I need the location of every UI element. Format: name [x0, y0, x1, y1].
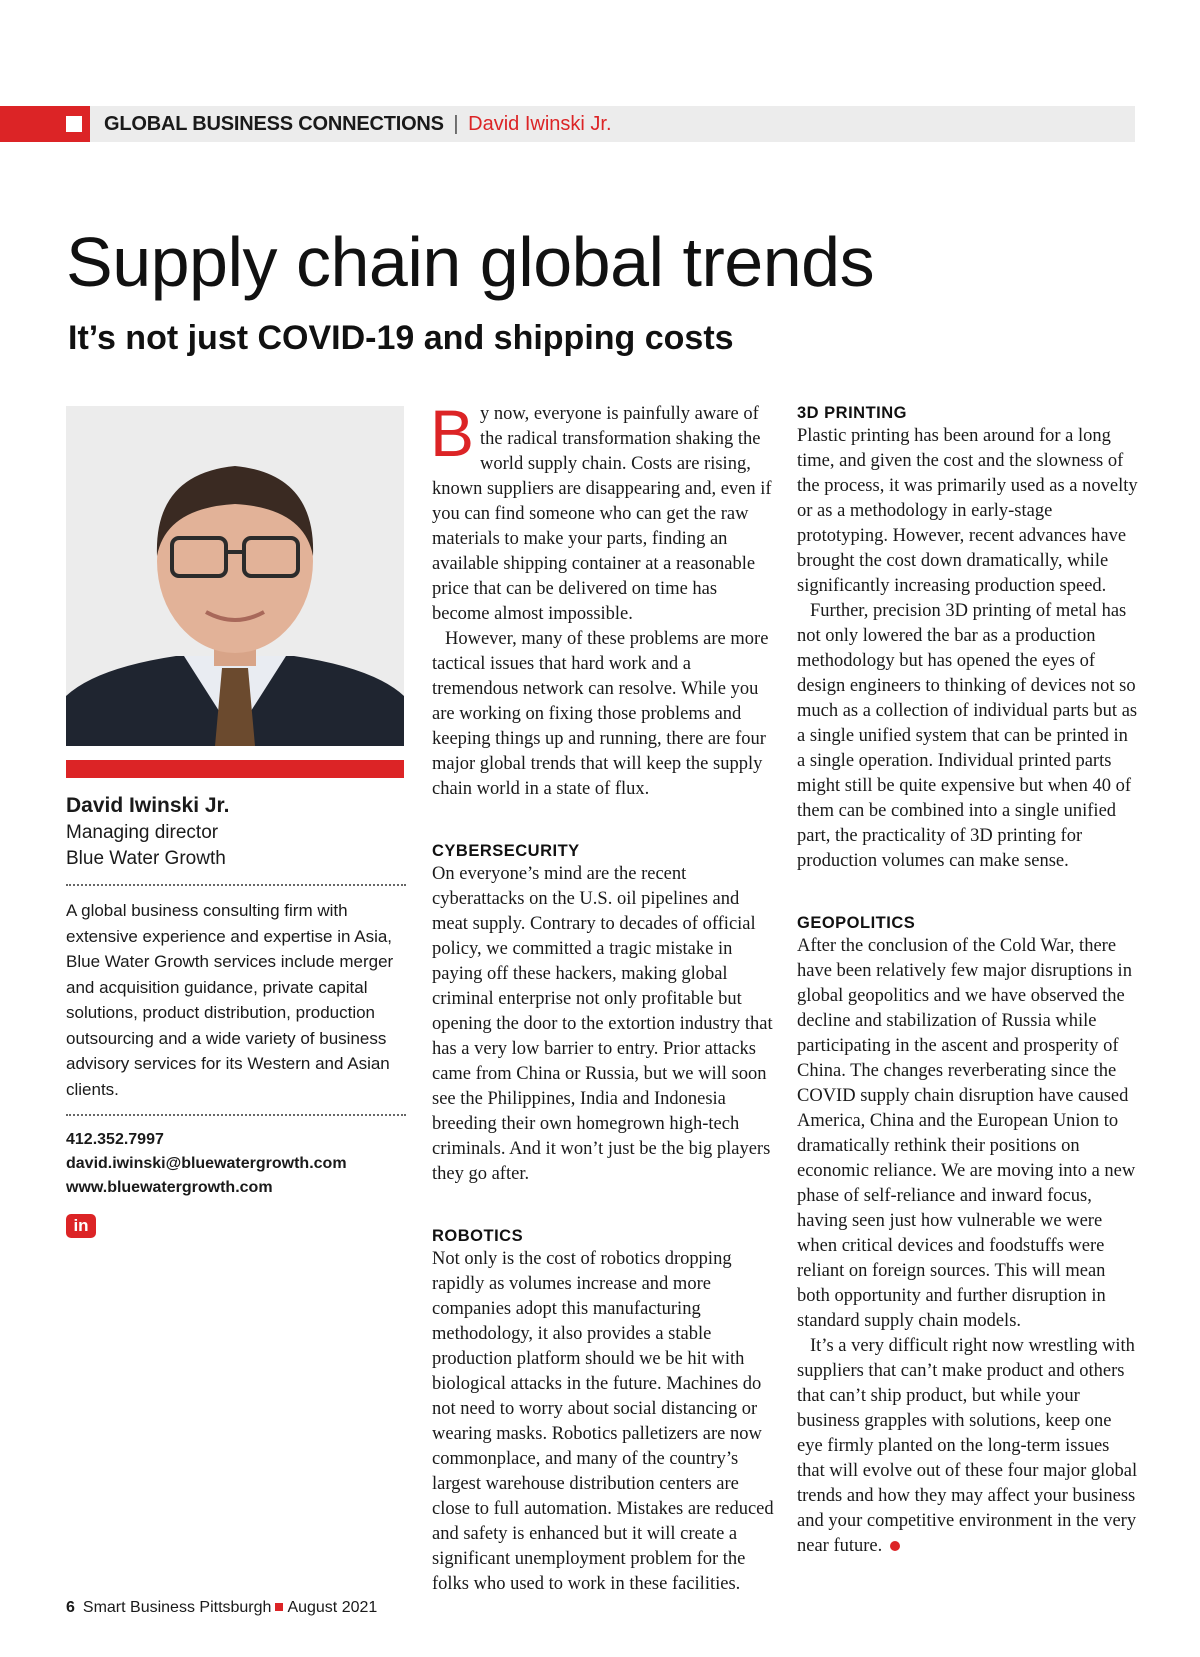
issue-date: August 2021 [287, 1599, 378, 1616]
photo-accent-bar [66, 760, 404, 778]
intro-paragraph-2: However, many of these problems are more tactical issues that hard work and a tremendous network can resolve. While you are working on fixing those problems and keeping things up and running, there are four major global trends that will keep the supply chain world in a state of flux. [432, 629, 769, 799]
linkedin-icon[interactable]: in [66, 1214, 96, 1238]
author-bio [66, 792, 406, 1238]
author-company: Blue Water Growth [66, 848, 226, 869]
author-phone: 412.352.7997 [66, 1131, 164, 1148]
article-title: Supply chain global trends [66, 223, 875, 301]
author-portrait-image [66, 406, 404, 746]
section-heading-geopolitics: GEOPOLITICS [797, 914, 916, 932]
author-name: David Iwinski Jr. [66, 794, 230, 817]
header-separator: | [453, 113, 459, 135]
article-subtitle: It’s not just COVID-19 and shipping costs [68, 319, 734, 357]
drop-cap: B [430, 396, 475, 470]
end-of-article-icon [890, 1541, 900, 1551]
section-heading-3d-printing: 3D PRINTING [797, 404, 908, 422]
column-header-text [104, 112, 612, 136]
header-accent-block [0, 106, 90, 142]
column-header-bar [0, 106, 1135, 142]
author-photo [66, 406, 404, 746]
geopolitics-paragraph-1: After the conclusion of the Cold War, there have been relatively few major disruptions in global geopolitics and we have observed the decline and stabilization of Russia while participating in the ascent and prosperity of China. The changes reverberating since the COVID supply chain disruption have caused America, China and the European Union to dramatically rethink their positions on economic reliance. We are moving into a new phase of self-reliance and inward focus, having seen just how vulnerable we were when critical devices and foodstuffs were reliant on foreign sources. This will mean both opportunity and further disruption in standard supply chain models. [797, 936, 1136, 1331]
page-footer [66, 1598, 377, 1618]
intro-paragraph-1 [430, 396, 774, 627]
geopolitics-paragraph-2-text: It’s a very difficult right now wrestling with suppliers that can’t make product and others that can’t ship product, but while your business grapples with solutions, keep one eye firmly planted on the long-term issues that will evolve out of these four major global trends and how they may affect your business and your competitive environment in the very near future. [797, 1336, 1138, 1556]
cybersecurity-paragraph: On everyone’s mind are the recent cyberattacks on the U.S. oil pipelines and meat supply. Contrary to decades of official policy, we committed a tragic mistake in paying off these hackers, making global criminal enterprise not only profitable but opening the door to the extortion industry that has a very low barrier to entry. Prior attacks came from China or Russia, but we will soon see the Philippines, India and Indonesia breeding their own homegrown high-tech criminals. And it won’t just be the big players they go after. [432, 864, 773, 1184]
author-website[interactable]: www.bluewatergrowth.com [66, 1179, 273, 1196]
3d-printing-paragraph-1: Plastic printing has been around for a long time, and given the cost and the slowness of the process, it was primarily used as a novelty or as a methodology in early-stage prototyping. However, recent advances have brought the cost down dramatically, while significantly increasing production speed. [797, 426, 1138, 596]
section-heading-robotics: ROBOTICS [432, 1227, 524, 1245]
company-description: A global business consulting firm with extensive experience and expertise in Asia, Blue Water Growth services include merger and acquisition guidance, private capital solutions, product distribution, production outsourcing and a wide variety of business advisory services for its Western and Asian clients. [66, 901, 394, 1099]
intro-paragraph-1-text: y now, everyone is painfully aware of the radical transformation shaking the world supply chain. Costs are rising, known suppliers are disappearing and, even if you can find someone who can get the raw materials to make your parts, finding an available shipping container at a reasonable price that can be delivered on time has become almost impossible. [432, 404, 772, 624]
header-square-icon [66, 116, 82, 132]
3d-printing-paragraph-2: Further, precision 3D printing of metal has not only lowered the bar as a production methodology but has opened the eyes of design engineers to thinking of devices not so much as a collection of individual parts but as a single unified system that can be printed in a single operation. Individual printed parts might still be quite expensive but when 40 of them can be combined into a single unified part, the practicality of 3D printing for production volumes can make sense. [797, 601, 1138, 871]
geopolitics-paragraph-2 [797, 1334, 1139, 1559]
publication-name: Smart Business Pittsburgh [82, 1599, 272, 1616]
section-heading-cybersecurity: CYBERSECURITY [432, 842, 580, 860]
column-author: David Iwinski Jr. [468, 113, 612, 135]
page-number: 6 [66, 1599, 75, 1616]
article-column-3 [797, 402, 1139, 1559]
footer-square-icon [275, 1603, 283, 1611]
bio-divider [66, 1114, 406, 1116]
bio-divider [66, 884, 406, 886]
article-column-2 [430, 396, 774, 1597]
column-name: GLOBAL BUSINESS CONNECTIONS [104, 113, 444, 135]
robotics-paragraph: Not only is the cost of robotics dropping rapidly as volumes increase and more companies adopt this manufacturing methodology, it also provides a stable production platform should we be hit with biological attacks in the future. Machines do not need to worry about social distancing or wearing masks. Robotics palletizers are now commonplace, and many of the country’s largest warehouse distribution centers are close to full automation. Mistakes are reduced and safety is enhanced but it will create a significant unemployment problem for the folks who used to work in these facilities. [432, 1249, 774, 1594]
author-email[interactable]: david.iwinski@bluewatergrowth.com [66, 1155, 347, 1172]
author-role: Managing director [66, 822, 219, 843]
